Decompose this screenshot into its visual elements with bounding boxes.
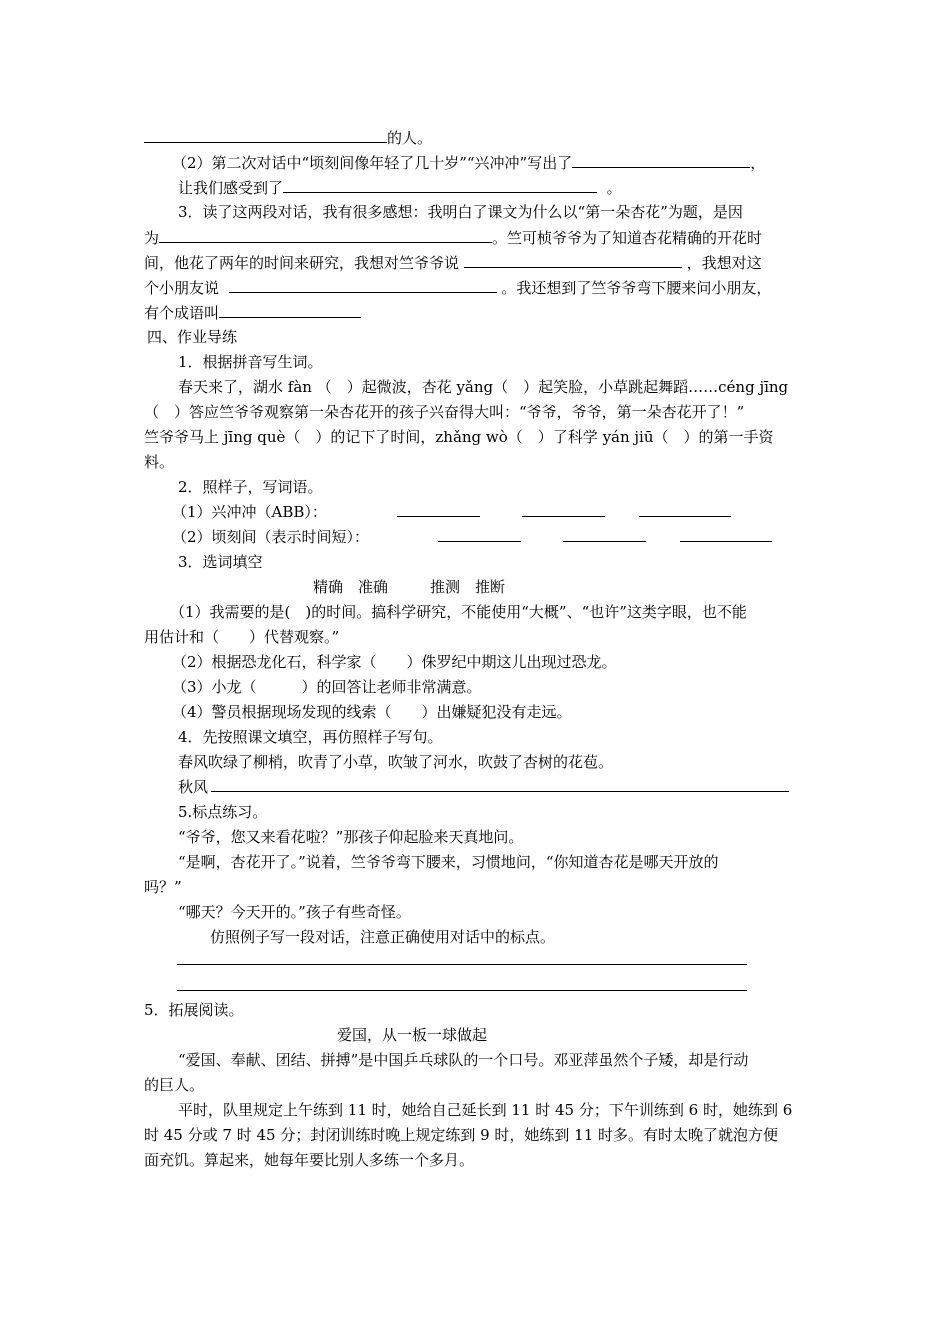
exercise-1-text-2: （ ）答应竺爷爷观察第一朵杏花开的孩子兴奋得大叫：“爷爷，爷爷，第一朵杏花开了！”: [144, 403, 745, 421]
exercise-2-2-blank-c[interactable]: [680, 541, 772, 542]
exercise-3-item-2: （2）根据恐龙化石，科学家（ ）侏罗纪中期这儿出现过恐龙。: [172, 653, 617, 671]
blank-2[interactable]: [572, 152, 750, 168]
word-choice-group-1: 精确 准确: [313, 578, 389, 596]
exercise-2-title: 2．照样子，写词语。: [178, 478, 323, 496]
question-2-2-cont: 让我们感受到了 。: [178, 179, 622, 197]
blank-4[interactable]: [159, 227, 492, 243]
exercise-4-example: 春风吹绿了柳梢，吹青了小草，吹皱了河水，吹鼓了杏树的花苞。: [178, 753, 614, 771]
exercise-4-answer-line[interactable]: [211, 791, 789, 792]
dialogue-answer-line-2[interactable]: [177, 990, 747, 991]
exercise-2-item-2: （2）顷刻间（表示时间短）：: [172, 528, 370, 546]
reading-passage-title: 爱国，从一板一球做起: [337, 1026, 488, 1044]
exercise-2-1-blank-a[interactable]: [397, 516, 480, 517]
exercise-3-item-4: （4）警员根据现场发现的线索（ ）出嫌疑犯没有走远。: [172, 703, 572, 721]
exercise-1-text-3: 竺爷爷马上 jīng què（ ）的记下了时间，zhǎng wò（ ）了科学 yán jiū（ ）的第一手资: [144, 428, 774, 446]
exercise-3-title: 3．选词填空: [178, 553, 263, 571]
exercise-2-1-blank-c[interactable]: [639, 516, 731, 517]
exercise-2-2-blank-a[interactable]: [438, 541, 521, 542]
blank-6[interactable]: [229, 277, 497, 293]
reading-paragraph-2: 平时，队里规定上午练到 11 时，她给自己延长到 11 时 45 分；下午训练到 6 时，她练到 6: [178, 1101, 793, 1119]
exercise-1-title: 1．根据拼音写生词。: [178, 353, 323, 371]
dialogue-line-2: “是啊，杏花开了。”说着，竺爷爷弯下腰来，习惯地问，“你知道杏花是哪天开放的: [178, 853, 719, 871]
blank-3[interactable]: [283, 177, 597, 193]
dialogue-line-3: “哪天？今天开的。”孩子有些奇怪。: [178, 903, 411, 921]
exercise-3-item-1-cont: 用估计和（ ）代替观察。”: [144, 628, 340, 646]
answer-line-1: 的人。: [144, 127, 814, 147]
blank-1[interactable]: [144, 127, 387, 143]
reading-paragraph-1-cont: 的巨人。: [144, 1076, 205, 1094]
question-3-cont-3: 个小朋友说 。我还想到了竺爷爷弯下腰来问小朋友，: [144, 279, 772, 297]
dialogue-line-1: “爷爷，您又来看花啦？”那孩子仰起脸来天真地问。: [178, 828, 524, 846]
reading-paragraph-1: “爱国、奉献、团结、拼搏”是中国乒乓球队的一个口号。邓亚萍虽然个子矮，却是行动: [178, 1051, 749, 1069]
question-3: 3．读了这两段对话，我有很多感想：我明白了课文为什么以“第一朵杏花”为题，是因: [178, 203, 743, 221]
blank-5[interactable]: [464, 252, 682, 268]
reading-paragraph-2-cont-2: 面充饥。算起来，她每年要比别人多练一个多月。: [144, 1151, 475, 1169]
reading-section-title: 5．拓展阅读。: [144, 1001, 244, 1019]
exercise-4-title: 4．先按照课文填空，再仿照样子写句。: [178, 728, 443, 746]
exercise-2-item-1: （1）兴冲冲（ABB）：: [172, 503, 327, 521]
section-heading-4: 四、作业导练: [147, 328, 238, 346]
exercise-1-text-4: 料。: [144, 453, 175, 471]
question-3-cont-1: 为 。竺可桢爷爷为了知道杏花精确的开花时: [144, 229, 763, 247]
dialogue-line-2-cont: 吗？”: [144, 878, 182, 896]
exercise-5-instruction: 仿照例子写一段对话，注意正确使用对话中的标点。: [210, 928, 556, 946]
exercise-4-prompt: 秋风: [178, 778, 209, 796]
dialogue-answer-line-1[interactable]: [177, 964, 747, 965]
reading-paragraph-2-cont-1: 时 45 分或 7 时 45 分；封闭训练时晚上规定练到 9 时，她练到 11 时多。有时太晚了就泡方便: [144, 1126, 779, 1144]
exercise-2-2-blank-b[interactable]: [563, 541, 646, 542]
exercise-3-item-1: （1）我需要的是( )的时间。搞科学研究，不能使用“大概”、“也许”这类字眼，也不能: [170, 603, 747, 621]
blank-7[interactable]: [219, 302, 361, 318]
question-2-2: （2）第二次对话中“顷刻间像年轻了几十岁”“兴冲冲”写出了 ，: [172, 154, 766, 172]
word-choice-group-2: 推测 推断: [430, 578, 506, 596]
question-3-cont-4: 有个成语叫: [144, 302, 814, 322]
exercise-5-title: 5.标点练习。: [178, 803, 268, 821]
question-3-cont-2: 间，他花了两年的时间来研究，我想对竺爷爷说 ，我想对这: [144, 254, 762, 272]
exercise-3-item-3: （3）小龙（ ）的回答让老师非常满意。: [172, 678, 482, 696]
exercise-2-1-blank-b[interactable]: [522, 516, 605, 517]
exercise-1-text-1: 春天来了，湖水 fàn （ ）起微波，杏花 yǎng（ ）起笑脸，小草跳起舞蹈……céng jīng: [178, 378, 789, 396]
